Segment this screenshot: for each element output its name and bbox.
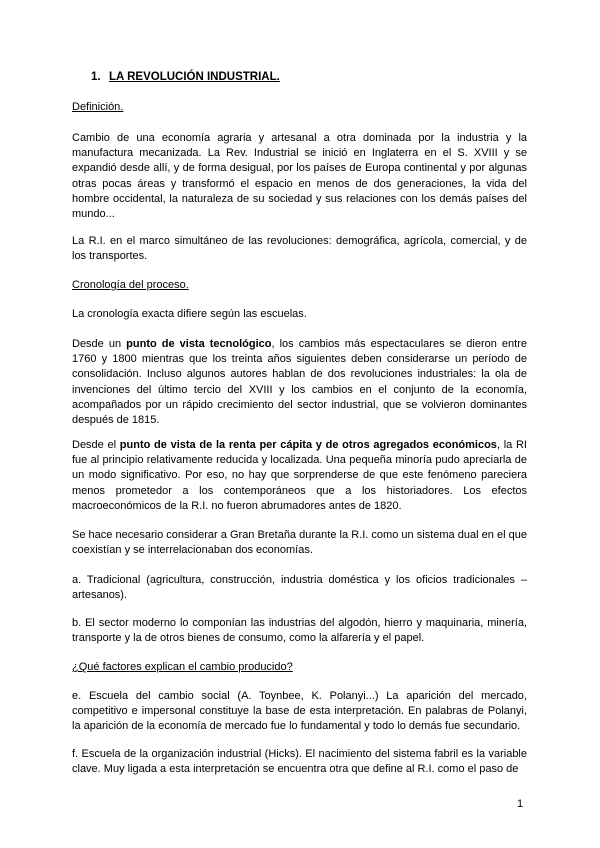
p5-post: , la RI fue al principio relativamente reducida y localizada. Una pequeña minoría pudo apreciarla de un modo significativo. Por eso, no hay que sorprenderse de que este fenómeno pareciera menos prometedor a los contemporáneos que a los historiadores. Los efectos macroeconómicos de la R.I. no fueron abrumadores antes de 1820. <box>72 439 527 512</box>
section-heading-definicion: Definición. <box>72 101 124 113</box>
section-heading-factores: ¿Qué factores explican el cambio producido? <box>72 661 293 673</box>
paragraph-traditional-sector: a. Tradicional (agricultura, construcción, industria doméstica y los oficios tradicionales – artesanos). <box>72 574 527 602</box>
paragraph-social-change-school: e. Escuela del cambio social (A. Toynbee, K. Polanyi...) La aparición del mercado, competitivo e impersonal constituye la base de esta interpretación. En palabras de Polanyi, la aparición de la economía de mercado fue lo fundamental y todo lo demás fue secundario. <box>72 690 527 733</box>
page-title <box>91 70 511 85</box>
paragraph-chronology-intro: La cronología exacta difiere según las escuelas. <box>72 308 307 320</box>
paragraph-revolutions: La R.I. en el marco simultáneo de las revoluciones: demográfica, agrícola, comercial, y de los transportes. <box>72 235 527 263</box>
paragraph-income-view <box>72 438 527 514</box>
p5-bold: punto de vista de la renta per cápita y de otros agregados económicos <box>119 439 497 451</box>
p4-pre: Desde un <box>72 338 127 350</box>
p4-post: , los cambios más espectaculares se dieron entre 1760 y 1800 mientras que los treinta años siguientes deben considerarse un período de consolidación. Incluso algunos autores hablan de dos revoluciones industriales: la ola de invenciones del último tercio del XVIII y los cambios en el conjunto de la economía, acompañados por un rápido crecimiento del sector industrial, que se volvieron dominantes después de 1815. <box>72 338 527 427</box>
title-number: 1. <box>91 71 101 83</box>
paragraph-technological-view <box>72 337 527 428</box>
paragraph-definition: Cambio de una economía agraria y artesanal a otra dominada por la industria y la manufactura mecanizada. La Rev. Industrial se inició en Inglaterra en el S. XVIII y se expandió desde allí, y de forma desigual, por los países de Europa continental y por algunas otras pocas áreas y transformó el espacio en menos de dos generaciones, la vida del hombre occidental, la naturaleza de su sociedad y sus relaciones con los demás países del mundo... <box>72 132 527 221</box>
title-text: LA REVOLUCIÓN INDUSTRIAL. <box>109 71 280 83</box>
paragraph-dual-system: Se hace necesario considerar a Gran Bretaña durante la R.I. como un sistema dual en el que coexistían y se interrelacionaban dos economías. <box>72 529 527 557</box>
section-heading-cronologia: Cronología del proceso. <box>72 279 189 291</box>
paragraph-modern-sector: b. El sector moderno lo componían las industrias del algodón, hierro y maquinaria, minería, transporte y la de otros bienes de consumo, como la alfarería y el papel. <box>72 617 527 645</box>
p5-pre: Desde el <box>72 439 120 451</box>
p4-bold: punto de vista tecnológico <box>126 338 272 350</box>
paragraph-industrial-organization-school: f. Escuela de la organización industrial (Hicks). El nacimiento del sistema fabril es la variable clave. Muy ligada a esta interpretación se encuentra otra que define al R.I. como el paso de <box>72 748 527 776</box>
page-number: 1 <box>517 798 524 810</box>
